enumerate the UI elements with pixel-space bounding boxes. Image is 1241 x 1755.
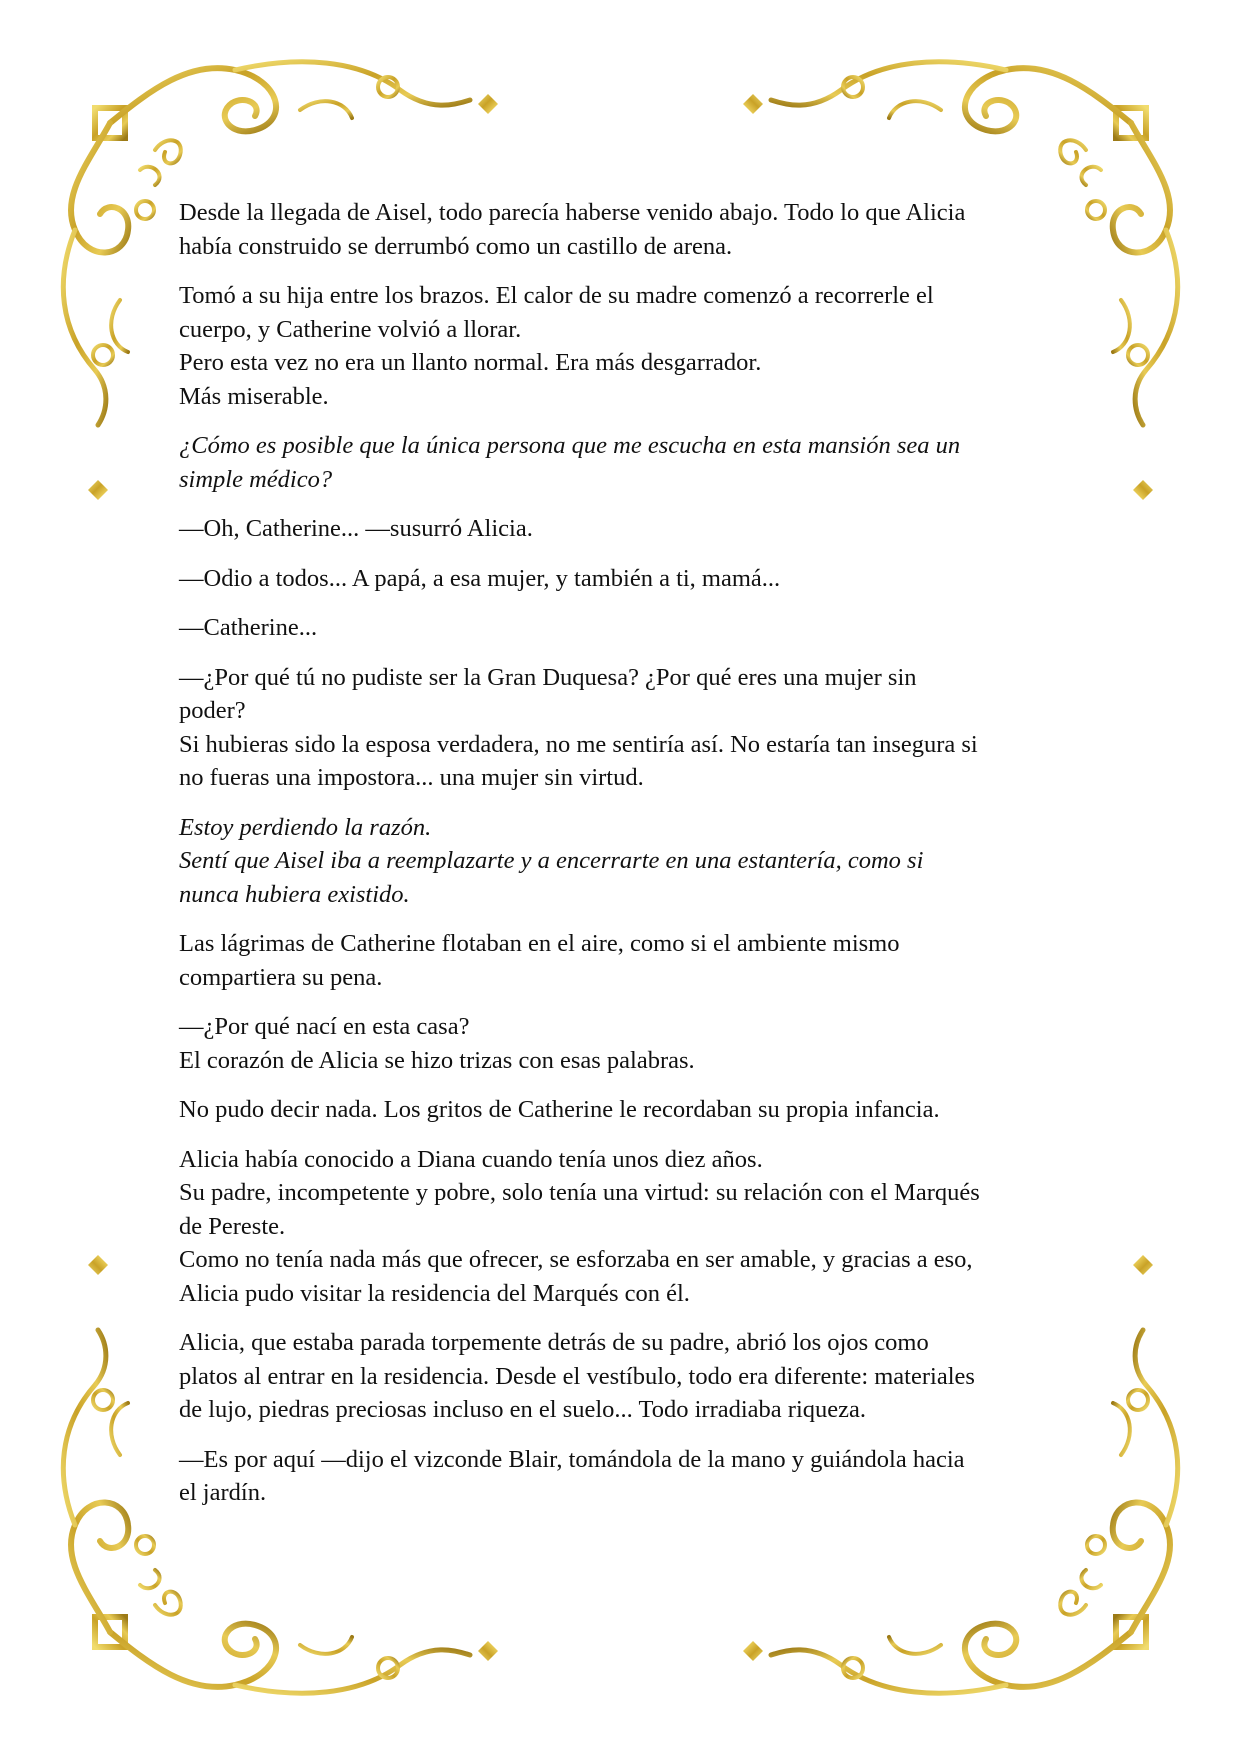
text-line: Alicia había conocido a Diana cuando tenía unos diez años. [179,1145,763,1173]
text-line: —Odio a todos... A papá, a esa mujer, y también a ti, mamá... [179,564,781,592]
text-line: había construido se derrumbó como un castillo de arena. [179,232,733,260]
paragraph [179,196,1079,263]
text-line: —Catherine... [179,614,318,641]
text-line: Si hubieras sido la esposa verdadera, no me sentiría así. No estaría tan insegura si [179,730,978,758]
text-line: cuerpo, y Catherine volvió a llorar. [179,315,522,343]
paragraph [179,927,1079,994]
text-line: —¿Por qué tú no pudiste ser la Gran Duquesa? ¿Por qué eres una mujer sin [179,663,917,691]
text-line: Alicia, que estaba parada torpemente detrás de su padre, abrió los ojos como [179,1329,929,1356]
text-line: Tomó a su hija entre los brazos. El calor de su madre comenzó a recorrerle el [179,282,934,309]
paragraph [179,1010,1079,1077]
paragraph [179,661,1079,795]
text-line: Estoy perdiendo la razón. [179,813,432,841]
paragraph [179,279,1079,413]
text-line: Alicia pudo visitar la residencia del Marqués con él. [179,1279,690,1307]
text-line: simple médico? [179,465,333,493]
text-line: Las lágrimas de Catherine flotaban en el aire, como si el ambiente mismo [179,930,900,957]
text-line: Sentí que Aisel iba a reemplazarte y a encerrarte en una estantería, como si [179,847,924,874]
text-line: el jardín. [179,1479,267,1506]
paragraph [179,1443,1079,1510]
text-line: —Es por aquí —dijo el vizconde Blair, tomándola de la mano y guiándola hacia [179,1445,965,1473]
text-line: nunca hubiera existido. [179,880,410,908]
text-line: platos al entrar en la residencia. Desde el vestíbulo, todo era diferente: materiales [179,1362,975,1390]
text-line: —¿Por qué nací en esta casa? [179,1013,470,1040]
text-line: Su padre, incompetente y pobre, solo tenía una virtud: su relación con el Marqués [179,1179,980,1206]
italic-paragraph [179,811,1079,912]
text-line: Desde la llegada de Aisel, todo parecía haberse venido abajo. Todo lo que Alicia [179,199,966,226]
text-line: Pero esta vez no era un llanto normal. Era más desgarrador. [179,349,762,376]
text-line: No pudo decir nada. Los gritos de Catherine le recordaban su propia infancia. [179,1096,940,1123]
text-line: —Oh, Catherine... —susurró Alicia. [179,515,533,542]
text-line: El corazón de Alicia se hizo trizas con esas palabras. [179,1046,695,1074]
text-line: Más miserable. [179,382,329,410]
text-line: de Pereste. [179,1212,286,1240]
paragraph [179,611,1079,645]
paragraph [179,512,1079,546]
paragraph [179,562,1079,596]
paragraph [179,1326,1079,1427]
text-line: poder? [179,697,246,724]
text-line: no fueras una impostora... una mujer sin virtud. [179,764,644,791]
text-line: ¿Cómo es posible que la única persona que me escucha en esta mansión sea un [179,432,961,459]
paragraph [179,1093,1079,1127]
paragraph [179,1143,1079,1311]
italic-paragraph [179,429,1079,496]
text-line: compartiera su pena. [179,963,383,991]
text-line: Como no tenía nada más que ofrecer, se esforzaba en ser amable, y gracias a eso, [179,1246,973,1273]
text-line: de lujo, piedras preciosas incluso en el suelo... Todo irradiaba riqueza. [179,1396,867,1423]
story-text [179,196,1079,1526]
